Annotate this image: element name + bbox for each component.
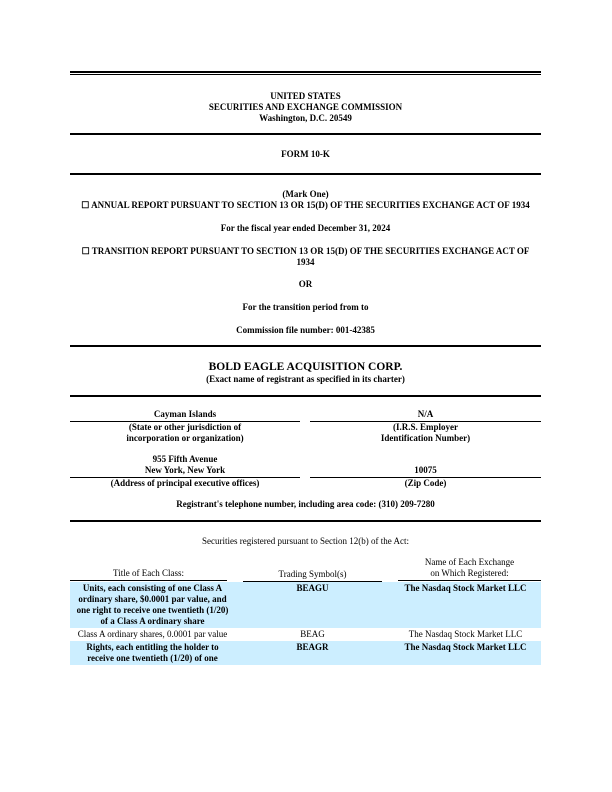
row-symbol: BEAG <box>300 629 325 639</box>
address-line-2: New York, New York <box>70 465 300 478</box>
address-label: (Address of principal executive offices) <box>110 478 260 488</box>
registrant-phone: Registrant's telephone number, including area code: (310) 209-7280 <box>176 499 435 509</box>
sec-header <box>70 91 541 124</box>
fiscal-year: For the fiscal year ended December 31, 2024 <box>220 223 391 233</box>
zip-value: 10075 <box>310 465 541 478</box>
row-exchange: The Nasdaq Stock Market LLC <box>390 582 541 628</box>
zip-label: (Zip Code) <box>404 478 447 488</box>
header-exchange-2: on Which Registered: <box>398 568 541 581</box>
annual-report-checkbox[interactable]: ☐ ANNUAL REPORT PURSUANT TO SECTION 13 OR 15(D) OF THE SECURITIES EXCHANGE ACT OF 1934 <box>81 200 530 210</box>
commission-file-number: Commission file number: 001-42385 <box>236 325 375 335</box>
transition-period: For the transition period from to <box>242 302 369 312</box>
jurisdiction-value: Cayman Islands <box>70 409 300 422</box>
row-class: Rights, each entitling the holder to receive one twentieth (1/20) of one <box>70 641 235 665</box>
row-class: Units, each consisting of one Class A ordinary share, $0.0001 par value, and one right to receive one twentieth (1/20) of a Class A ordinary share <box>70 582 235 628</box>
form-page <box>70 71 541 665</box>
header-line-2: SECURITIES AND EXCHANGE COMMISSION <box>208 102 403 112</box>
or-text: OR <box>298 279 313 289</box>
table-row <box>70 641 541 665</box>
irs-value: N/A <box>310 409 541 422</box>
form-title: FORM 10-K <box>281 149 330 159</box>
header-line-3: Washington, D.C. 20549 <box>259 113 352 123</box>
row-exchange: The Nasdaq Stock Market LLC <box>390 641 541 665</box>
table-row <box>70 582 541 628</box>
header-symbol: Trading Symbol(s) <box>243 569 382 582</box>
row-symbol: BEAGR <box>235 641 390 665</box>
header-line-1: UNITED STATES <box>270 91 341 101</box>
table-row <box>70 628 541 641</box>
header-class: Title of Each Class: <box>70 568 227 581</box>
row-symbol: BEAGU <box>235 582 390 628</box>
registrant-name-note: (Exact name of registrant as specified in its charter) <box>206 374 405 384</box>
row-class: Class A ordinary shares, 0.0001 par value <box>77 629 228 639</box>
irs-label-2: Identification Number) <box>380 433 471 443</box>
transition-report-checkbox[interactable]: ☐ TRANSITION REPORT PURSUANT TO SECTION 13 OR 15(D) OF THE SECURITIES EXCHANGE ACT OF 1934 <box>81 246 530 267</box>
jurisdiction-label-1: (State or other jurisdiction of <box>128 422 242 432</box>
mark-one: (Mark One) <box>282 189 329 199</box>
row-exchange: The Nasdaq Stock Market LLC <box>408 629 523 639</box>
irs-label-1: (I.R.S. Employer <box>393 422 458 432</box>
jurisdiction-row <box>70 409 541 444</box>
securities-table <box>70 557 541 665</box>
table-header-row <box>70 557 541 582</box>
address-row <box>70 454 541 489</box>
registrant-name: BOLD EAGLE ACQUISITION CORP. <box>208 361 403 373</box>
header-exchange-1: Name of Each Exchange <box>424 557 515 567</box>
section-12b-title: Securities registered pursuant to Section 12(b) of the Act: <box>202 536 409 546</box>
jurisdiction-label-2: incorporation or organization) <box>126 433 244 443</box>
address-line-1: 955 Fifth Avenue <box>152 454 218 464</box>
